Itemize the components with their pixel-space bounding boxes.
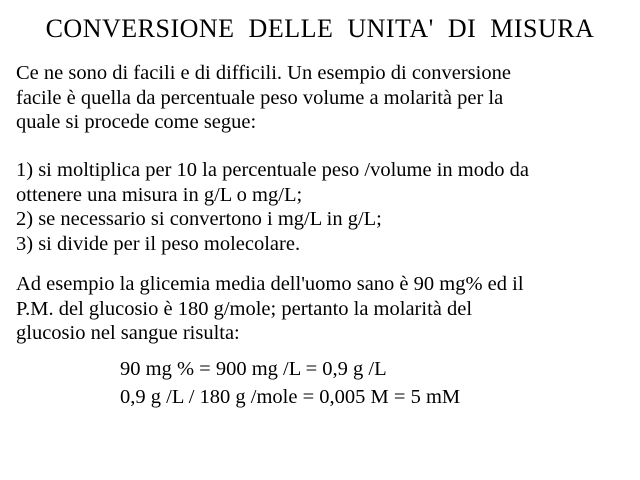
step-line: 1) si moltiplica per 10 la percentuale peso /volume in modo da	[16, 159, 529, 181]
intro-line: Ce ne sono di facili e di difficili. Un esempio di conversione	[16, 62, 511, 84]
step-line: ottenere una misura in g/L o mg/L;	[16, 183, 303, 206]
example-paragraph	[16, 272, 631, 346]
intro-paragraph	[16, 61, 631, 135]
intro-line: facile è quella da percentuale peso volume a molarità per la	[16, 86, 504, 109]
example-line: P.M. del glucosio è 180 g/mole; pertanto la molarità del	[16, 297, 473, 320]
step-line: 2) se necessario si convertono i mg/L in g/L;	[16, 208, 382, 230]
example-line: Ad esempio la glicemia media dell'uomo sano è 90 mg% ed il	[16, 273, 524, 295]
intro-line: quale si procede come segue:	[16, 111, 257, 133]
formula-conversion: 90 mg % = 900 mg /L = 0,9 g /L	[120, 358, 387, 380]
step-line: 3) si divide per il peso molecolare.	[16, 232, 301, 255]
steps-paragraph	[16, 158, 631, 256]
formula-molarity: 0,9 g /L / 180 g /mole = 0,005 M = 5 mM	[120, 386, 461, 408]
page-title: CONVERSIONE DELLE UNITA' DI MISURA	[45, 14, 595, 43]
example-line: glucosio nel sangue risulta:	[16, 322, 240, 344]
